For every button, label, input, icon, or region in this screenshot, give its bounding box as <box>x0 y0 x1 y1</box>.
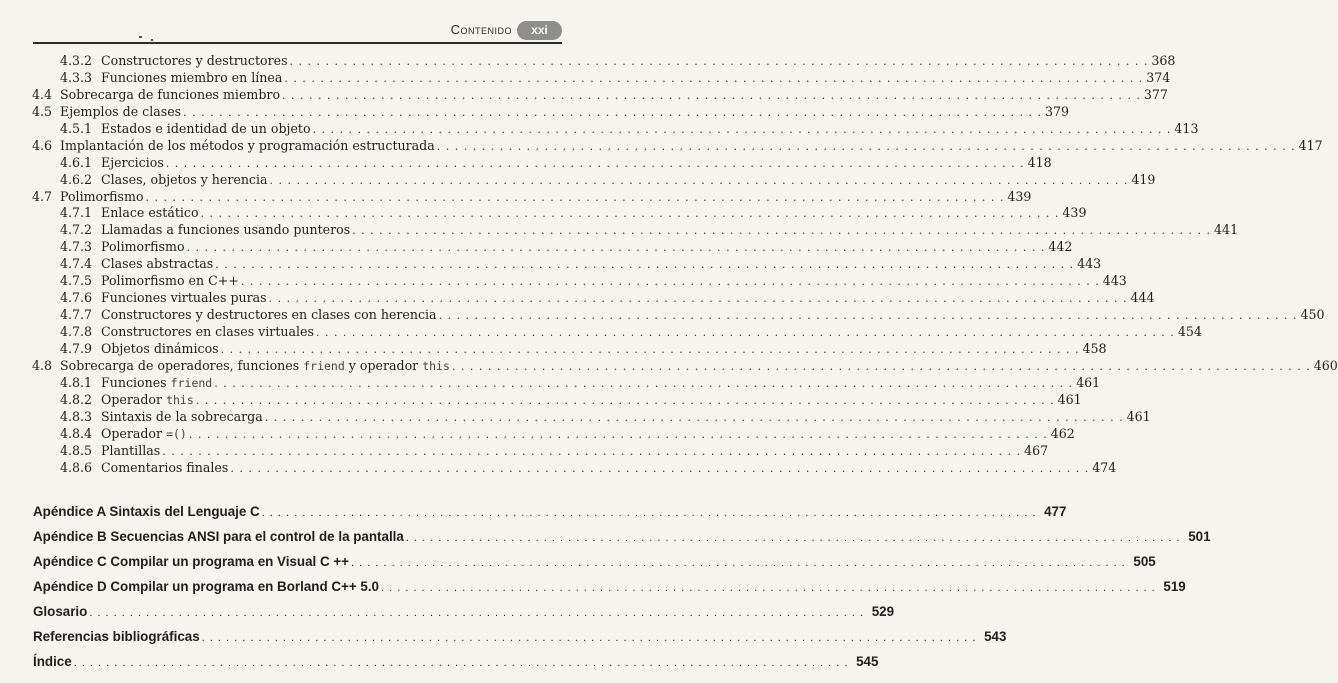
page-number: 439 <box>1062 205 1087 221</box>
section-title <box>101 460 230 477</box>
section-number: 4.6.1 <box>60 154 93 170</box>
appendix-entry[interactable] <box>33 524 1211 549</box>
page-number: 374 <box>1146 69 1171 85</box>
page-number: 442 <box>1048 239 1073 255</box>
appendix-title: Glosario <box>33 604 88 619</box>
section-title-text: Funciones miembro en línea <box>101 69 283 85</box>
appendix-title: Apéndice D Compilar un programa en Borland C++ 5.0 <box>33 579 379 594</box>
toc-entry-body <box>101 222 1239 240</box>
page-number: 461 <box>1076 374 1101 390</box>
toc-entry-body <box>101 340 1107 359</box>
page-number: 368 <box>1151 53 1176 68</box>
dot-leader: . . . . . . . . . . . . . . . . . . . . . . . . . . . . . . . . . . . . . . . . . . . . . . . . . . . . . . . . . . . . . . . . . . . . . . . . . . . . . . . . . . . . . . . . . . . . . . . . <box>438 309 1298 323</box>
appendix-title: Índice <box>33 654 72 669</box>
header-rule <box>33 42 562 44</box>
section-title <box>60 189 146 206</box>
toc-entry-body <box>101 256 1102 274</box>
section-number: 4.8.3 <box>60 408 93 424</box>
print-speck <box>139 36 142 38</box>
toc-entry[interactable] <box>32 137 1323 155</box>
code-keyword: this <box>166 392 194 407</box>
section-number: 4.7.3 <box>60 239 93 255</box>
section-number: 4.3.3 <box>60 69 93 85</box>
toc-entry[interactable] <box>32 69 1171 87</box>
section-title-text: y operador <box>344 357 423 373</box>
section-title-text: Polimorfismo <box>101 239 185 255</box>
dot-leader: . . . . . . . . . . . . . . . . . . . . . . . . . . . . . . . . . . . . . . . . . . . . . . . . . . . . . . . . . . . . . . . . . . . . . . . . . . . . . . . . . . . . . . . . . . . . . . . . <box>89 607 865 619</box>
section-number: 4.8.6 <box>60 459 93 475</box>
section-title <box>101 324 316 341</box>
section-title-text: Funciones virtuales puras <box>101 290 267 306</box>
toc-entry[interactable] <box>32 188 1032 206</box>
page-number: 441 <box>1214 222 1239 238</box>
section-title <box>60 358 452 375</box>
page-number: 467 <box>1024 442 1049 458</box>
dot-leader: . . . . . . . . . . . . . . . . . . . . . . . . . . . . . . . . . . . . . . . . . . . . . . . . . . . . . . . . . . . . . . . . . . . . . . . . . . . . . . . . . . . . . . . . . . . . . . . . <box>268 292 1128 306</box>
section-title <box>60 138 437 155</box>
appendix-title: Referencias bibliográficas <box>33 629 200 644</box>
section-number: 4.7.1 <box>60 205 93 221</box>
toc-entry[interactable] <box>32 53 1176 70</box>
section-title-text: Objetos dinámicos <box>101 340 219 356</box>
section-title <box>101 409 265 426</box>
toc-entry[interactable] <box>32 290 1155 307</box>
toc-entry-body <box>101 324 1202 342</box>
page-number: 529 <box>871 604 895 619</box>
dot-leader: . . . . . . . . . . . . . . . . . . . . . . . . . . . . . . . . . . . . . . . . . . . . . . . . . . . . . . . . . . . . . . . . . . . . . . . . . . . . . . . . . . . . . . . . . . . . . . . . <box>405 532 1181 544</box>
toc-entry-body <box>101 53 1176 71</box>
toc-entry[interactable] <box>32 171 1156 189</box>
appendix-title: Apéndice B Secuencias ANSI para el control de la pantalla <box>33 529 404 544</box>
section-title-text: Plantillas <box>101 442 161 458</box>
appendix-list <box>33 499 1211 674</box>
section-title-text: Sintaxis de la sobrecarga <box>101 408 263 424</box>
section-title-text: Constructores y destructores <box>101 53 288 68</box>
dot-leader: . . . . . . . . . . . . . . . . . . . . . . . . . . . . . . . . . . . . . . . . . . . . . . . . . . . . . . . . . . . . . . . . . . . . . . . . . . . . . . . . . . . . . . . . . . . . . . . . <box>162 444 1022 458</box>
toc-entry[interactable] <box>32 205 1087 222</box>
page-number: 519 <box>1163 579 1186 594</box>
section-title <box>101 53 290 70</box>
section-title-text: Operador <box>101 391 163 407</box>
section-title-text: Llamadas a funciones usando punteros <box>101 222 351 238</box>
page-number: 460 <box>1313 357 1338 373</box>
appendix-entry[interactable] <box>33 624 1007 649</box>
dot-leader: . . . . . . . . . . . . . . . . . . . . . . . . . . . . . . . . . . . . . . . . . . . . . . . . . . . . . . . . . . . . . . . . . . . . . . . . . . . . . . . . . . . . . . . . . . . . . . . . <box>451 359 1311 373</box>
section-number: 4.8.5 <box>60 442 93 458</box>
section-number: 4.8 <box>32 357 53 373</box>
toc-entry-body <box>101 205 1087 223</box>
page-number: 454 <box>1177 324 1202 339</box>
dot-leader: . . . . . . . . . . . . . . . . . . . . . . . . . . . . . . . . . . . . . . . . . . . . . . . . . . . . . . . . . . . . . . . . . . . . . . . . . . . . . . . . . . . . . . . . . . . . . . . . <box>195 393 1055 407</box>
toc-entry[interactable] <box>32 239 1073 256</box>
section-number: 4.7.6 <box>60 290 93 306</box>
toc-entry[interactable] <box>32 273 1127 290</box>
dot-leader: . . . . . . . . . . . . . . . . . . . . . . . . . . . . . . . . . . . . . . . . . . . . . . . . . . . . . . . . . . . . . . . . . . . . . . . . . . . . . . . . . . . . . . . . . . . . . . . . <box>315 326 1175 339</box>
toc-entry-body <box>101 154 1052 173</box>
section-title <box>101 256 215 273</box>
section-title <box>101 155 166 172</box>
page-number: 439 <box>1007 188 1032 204</box>
section-title <box>101 290 269 307</box>
section-title <box>101 341 221 358</box>
appendix-title: Apéndice A Sintaxis del Lenguaje C <box>33 504 260 519</box>
toc-entry-body <box>101 239 1073 257</box>
section-title-text: Funciones <box>101 374 167 390</box>
section-title <box>101 426 189 443</box>
section-title <box>101 239 187 256</box>
section-title <box>101 392 196 409</box>
section-number: 4.5.1 <box>60 120 93 136</box>
section-title-text: Constructores en clases virtuales <box>101 324 314 339</box>
section-number: 4.8.1 <box>60 374 93 390</box>
toc-entry[interactable] <box>32 307 1325 324</box>
section-number: 4.7.2 <box>60 222 93 238</box>
appendix-entry[interactable] <box>33 549 1156 574</box>
dot-leader: . . . . . . . . . . . . . . . . . . . . . . . . . . . . . . . . . . . . . . . . . . . . . . . . . . . . . . . . . . . . . . . . . . . . . . . . . . . . . . . . . . . . . . . . . . . . . . . . <box>183 105 1042 119</box>
section-number: 4.6.2 <box>60 171 93 187</box>
section-number: 4.7.4 <box>60 256 93 272</box>
section-title <box>101 172 270 189</box>
page-number: 417 <box>1298 137 1323 153</box>
toc-entry-body <box>101 307 1325 325</box>
dot-leader: . . . . . . . . . . . . . . . . . . . . . . . . . . . . . . . . . . . . . . . . . . . . . . . . . . . . . . . . . . . . . . . . . . . . . . . . . . . . . . . . . . . . . . . . . . . . . . . . <box>240 275 1100 289</box>
page-number: 443 <box>1077 256 1102 272</box>
section-number: 4.7.7 <box>60 307 93 323</box>
page-number: 458 <box>1082 340 1107 356</box>
page-number: 461 <box>1126 408 1151 424</box>
toc-entry[interactable] <box>32 374 1101 392</box>
toc-entry-body <box>101 273 1127 291</box>
toc-entry-body <box>101 374 1101 393</box>
appendix-entry[interactable] <box>33 649 879 674</box>
code-keyword: friend <box>170 375 213 390</box>
dot-leader: . . . . . . . . . . . . . . . . . . . . . . . . . . . . . . . . . . . . . . . . . . . . . . . . . . . . . . . . . . . . . . . . . . . . . . . . . . . . . . . . . . . . . . . . . . . . . . . . <box>220 342 1080 356</box>
section-title <box>101 307 439 324</box>
section-number: 4.7 <box>32 188 53 204</box>
section-number: 4.3.2 <box>60 53 93 68</box>
page-number: 444 <box>1130 290 1155 306</box>
toc-entry[interactable] <box>32 425 1075 443</box>
section-title <box>101 443 162 460</box>
section-number: 4.5 <box>32 103 53 119</box>
code-keyword: =() <box>166 426 187 441</box>
section-title-text: Implantación de los métodos y programación estructurada <box>60 137 435 153</box>
table-of-contents <box>32 53 1338 476</box>
dot-leader: . . . . . . . . . . . . . . . . . . . . . . . . . . . . . . . . . . . . . . . . . . . . . . . . . . . . . . . . . . . . . . . . . . . . . . . . . . . . . . . . . . . . . . . . . . . . . . . . <box>352 224 1212 238</box>
dot-leader: . . . . . . . . . . . . . . . . . . . . . . . . . . . . . . . . . . . . . . . . . . . . . . . . . . . . . . . . . . . . . . . . . . . . . . . . . . . . . . . . . . . . . . . . . . . . . . . . <box>264 410 1124 424</box>
section-number: 4.4 <box>32 86 53 102</box>
section-title <box>101 273 241 290</box>
section-title-text: Clases abstractas <box>101 256 214 272</box>
dot-leader: . . . . . . . . . . . . . . . . . . . . . . . . . . . . . . . . . . . . . . . . . . . . . . . . . . . . . . . . . . . . . . . . . . . . . . . . . . . . . . . . . . . . . . . . . . . . . . . . <box>381 582 1156 594</box>
toc-entry-body <box>101 459 1117 478</box>
page-number: 505 <box>1133 554 1156 569</box>
section-title-text: Ejemplos de clases <box>60 103 182 119</box>
dot-leader: . . . . . . . . . . . . . . . . . . . . . . . . . . . . . . . . . . . . . . . . . . . . . . . . . . . . . . . . . . . . . . . . . . . . . . . . . . . . . . . . . . . . . . . . . . . . . . . . <box>186 241 1046 255</box>
page-number: 419 <box>1131 171 1156 187</box>
dot-leader: . . . . . . . . . . . . . . . . . . . . . . . . . . . . . . . . . . . . . . . . . . . . . . . . . . . . . . . . . . . . . . . . . . . . . . . . . . . . . . . . . . . . . . . . . . . . . . . . <box>165 156 1025 170</box>
section-title <box>101 222 352 239</box>
code-keyword: friend <box>303 358 345 373</box>
dot-leader: . . . . . . . . . . . . . . . . . . . . . . . . . . . . . . . . . . . . . . . . . . . . . . . . . . . . . . . . . . . . . . . . . . . . . . . . . . . . . . . . . . . . . . . . . . . . . . . . <box>351 557 1126 569</box>
section-title <box>101 121 313 138</box>
section-title-text: Polimorfismo <box>60 188 144 204</box>
toc-entry-body <box>60 103 1070 122</box>
toc-entry[interactable] <box>32 408 1151 426</box>
toc-entry[interactable] <box>32 256 1102 273</box>
dot-leader: . . . . . . . . . . . . . . . . . . . . . . . . . . . . . . . . . . . . . . . . . . . . . . . . . . . . . . . . . . . . . . . . . . . . . . . . . . . . . . . . . . . . . . . . . . . . . . . . <box>261 507 1037 519</box>
section-title-text: Polimorfismo en C++ <box>101 273 239 289</box>
toc-entry[interactable] <box>32 120 1199 138</box>
appendix-entry[interactable] <box>33 599 895 624</box>
section-title-text: Constructores y destructores en clases con herencia <box>101 307 437 323</box>
section-number: 4.8.2 <box>60 391 93 407</box>
toc-entry-body <box>101 391 1082 410</box>
toc-entry[interactable] <box>32 357 1338 375</box>
page-number: 543 <box>984 629 1007 644</box>
page-number: 413 <box>1174 120 1199 136</box>
section-number: 4.6 <box>32 137 53 153</box>
toc-entry-body <box>101 408 1151 427</box>
section-title <box>60 104 183 121</box>
page-number: 461 <box>1057 391 1082 407</box>
toc-entry-body <box>101 290 1155 308</box>
section-title-text: Estados e identidad de un objeto <box>101 120 311 136</box>
toc-entry-body <box>60 357 1338 376</box>
dot-leader: . . . . . . . . . . . . . . . . . . . . . . . . . . . . . . . . . . . . . . . . . . . . . . . . . . . . . . . . . . . . . . . . . . . . . . . . . . . . . . . . . . . . . . . . . . . . . . . . <box>214 376 1074 390</box>
section-title <box>101 375 214 392</box>
code-keyword: this <box>422 358 450 373</box>
section-title <box>60 87 282 104</box>
dot-leader: . . . . . . . . . . . . . . . . . . . . . . . . . . . . . . . . . . . . . . . . . . . . . . . . . . . . . . . . . . . . . . . . . . . . . . . . . . . . . . . . . . . . . . . . . . . . . . . . <box>282 88 1141 102</box>
toc-entry-body <box>60 86 1168 105</box>
toc-entry-body <box>101 171 1156 190</box>
dot-leader: . . . . . . . . . . . . . . . . . . . . . . . . . . . . . . . . . . . . . . . . . . . . . . . . . . . . . . . . . . . . . . . . . . . . . . . . . . . . . . . . . . . . . . . . . . . . . . . . <box>312 122 1172 136</box>
dot-leader: . . . . . . . . . . . . . . . . . . . . . . . . . . . . . . . . . . . . . . . . . . . . . . . . . . . . . . . . . . . . . . . . . . . . . . . . . . . . . . . . . . . . . . . . . . . . . . . . <box>289 55 1149 68</box>
toc-entry[interactable] <box>32 391 1082 409</box>
appendix-entry[interactable] <box>33 499 1067 524</box>
toc-entry[interactable] <box>32 222 1239 239</box>
page-number: 474 <box>1092 459 1117 475</box>
dot-leader: . . . . . . . . . . . . . . . . . . . . . . . . . . . . . . . . . . . . . . . . . . . . . . . . . . . . . . . . . . . . . . . . . . . . . . . . . . . . . . . . . . . . . . . . . . . . . . . . <box>436 139 1296 153</box>
dot-leader: . . . . . . . . . . . . . . . . . . . . . . . . . . . . . . . . . . . . . . . . . . . . . . . . . . . . . . . . . . . . . . . . . . . . . . . . . . . . . . . . . . . . . . . . . . . . . . . . <box>230 461 1090 475</box>
appendix-title: Apéndice C Compilar un programa en Visual C ++ <box>33 554 350 569</box>
toc-entry[interactable] <box>32 103 1070 121</box>
dot-leader: . . . . . . . . . . . . . . . . . . . . . . . . . . . . . . . . . . . . . . . . . . . . . . . . . . . . . . . . . . . . . . . . . . . . . . . . . . . . . . . . . . . . . . . . . . . . . . . . <box>201 632 977 644</box>
page-number: 443 <box>1102 273 1127 289</box>
toc-entry-body <box>101 425 1075 444</box>
toc-entry-body <box>101 442 1049 461</box>
dot-leader: . . . . . . . . . . . . . . . . . . . . . . . . . . . . . . . . . . . . . . . . . . . . . . . . . . . . . . . . . . . . . . . . . . . . . . . . . . . . . . . . . . . . . . . . . . . . . . . . <box>200 207 1060 221</box>
section-title-text: Comentarios finales <box>101 459 229 475</box>
dot-leader: . . . . . . . . . . . . . . . . . . . . . . . . . . . . . . . . . . . . . . . . . . . . . . . . . . . . . . . . . . . . . . . . . . . . . . . . . . . . . . . . . . . . . . . . . . . . . . . . <box>73 657 849 669</box>
print-speck <box>151 39 153 41</box>
page-number: 462 <box>1050 425 1075 441</box>
appendix-entry[interactable] <box>33 574 1186 599</box>
section-title-text: Sobrecarga de funciones miembro <box>60 86 281 102</box>
page-number: 501 <box>1188 529 1211 544</box>
dot-leader: . . . . . . . . . . . . . . . . . . . . . . . . . . . . . . . . . . . . . . . . . . . . . . . . . . . . . . . . . . . . . . . . . . . . . . . . . . . . . . . . . . . . . . . . . . . . . . . . <box>145 190 1005 204</box>
section-title <box>101 205 201 222</box>
toc-entry[interactable] <box>32 154 1052 172</box>
section-number: 4.7.9 <box>60 340 93 356</box>
section-number: 4.8.4 <box>60 425 93 441</box>
section-title <box>101 70 284 87</box>
toc-entry[interactable] <box>32 459 1117 477</box>
running-head-title: Contenido <box>450 22 512 37</box>
toc-entry[interactable] <box>32 324 1202 341</box>
page-number-badge: xxi <box>517 21 562 40</box>
toc-entry-body <box>101 120 1199 139</box>
section-number: 4.7.5 <box>60 273 93 289</box>
section-title-text: Sobrecarga de operadores, funciones <box>60 357 300 373</box>
toc-entry-body <box>101 69 1171 88</box>
section-number: 4.7.8 <box>60 324 93 339</box>
dot-leader: . . . . . . . . . . . . . . . . . . . . . . . . . . . . . . . . . . . . . . . . . . . . . . . . . . . . . . . . . . . . . . . . . . . . . . . . . . . . . . . . . . . . . . . . . . . . . . . . <box>269 173 1129 187</box>
toc-entry[interactable] <box>32 442 1049 460</box>
page-number: 379 <box>1044 103 1070 119</box>
dot-leader: . . . . . . . . . . . . . . . . . . . . . . . . . . . . . . . . . . . . . . . . . . . . . . . . . . . . . . . . . . . . . . . . . . . . . . . . . . . . . . . . . . . . . . . . . . . . . . . . <box>215 258 1075 272</box>
section-title-text: Operador <box>101 425 163 441</box>
toc-entry[interactable] <box>32 86 1168 104</box>
toc-entry-body <box>60 137 1323 156</box>
page-header <box>0 0 584 46</box>
dot-leader: . . . . . . . . . . . . . . . . . . . . . . . . . . . . . . . . . . . . . . . . . . . . . . . . . . . . . . . . . . . . . . . . . . . . . . . . . . . . . . . . . . . . . . . . . . . . . . . . <box>284 71 1144 85</box>
toc-entry[interactable] <box>32 340 1107 358</box>
page-number: 418 <box>1027 154 1052 170</box>
section-title-text: Ejercicios <box>101 154 164 170</box>
toc-entry-body <box>60 188 1032 207</box>
section-title-text: Clases, objetos y herencia <box>101 171 268 187</box>
page-number: 450 <box>1300 307 1325 323</box>
section-title-text: Enlace estático <box>101 205 199 221</box>
page-number: 545 <box>856 654 879 669</box>
dot-leader: . . . . . . . . . . . . . . . . . . . . . . . . . . . . . . . . . . . . . . . . . . . . . . . . . . . . . . . . . . . . . . . . . . . . . . . . . . . . . . . . . . . . . . . . . . . . . . . . <box>188 427 1048 441</box>
page-number: 477 <box>1044 504 1067 519</box>
page-number: 377 <box>1143 86 1168 102</box>
